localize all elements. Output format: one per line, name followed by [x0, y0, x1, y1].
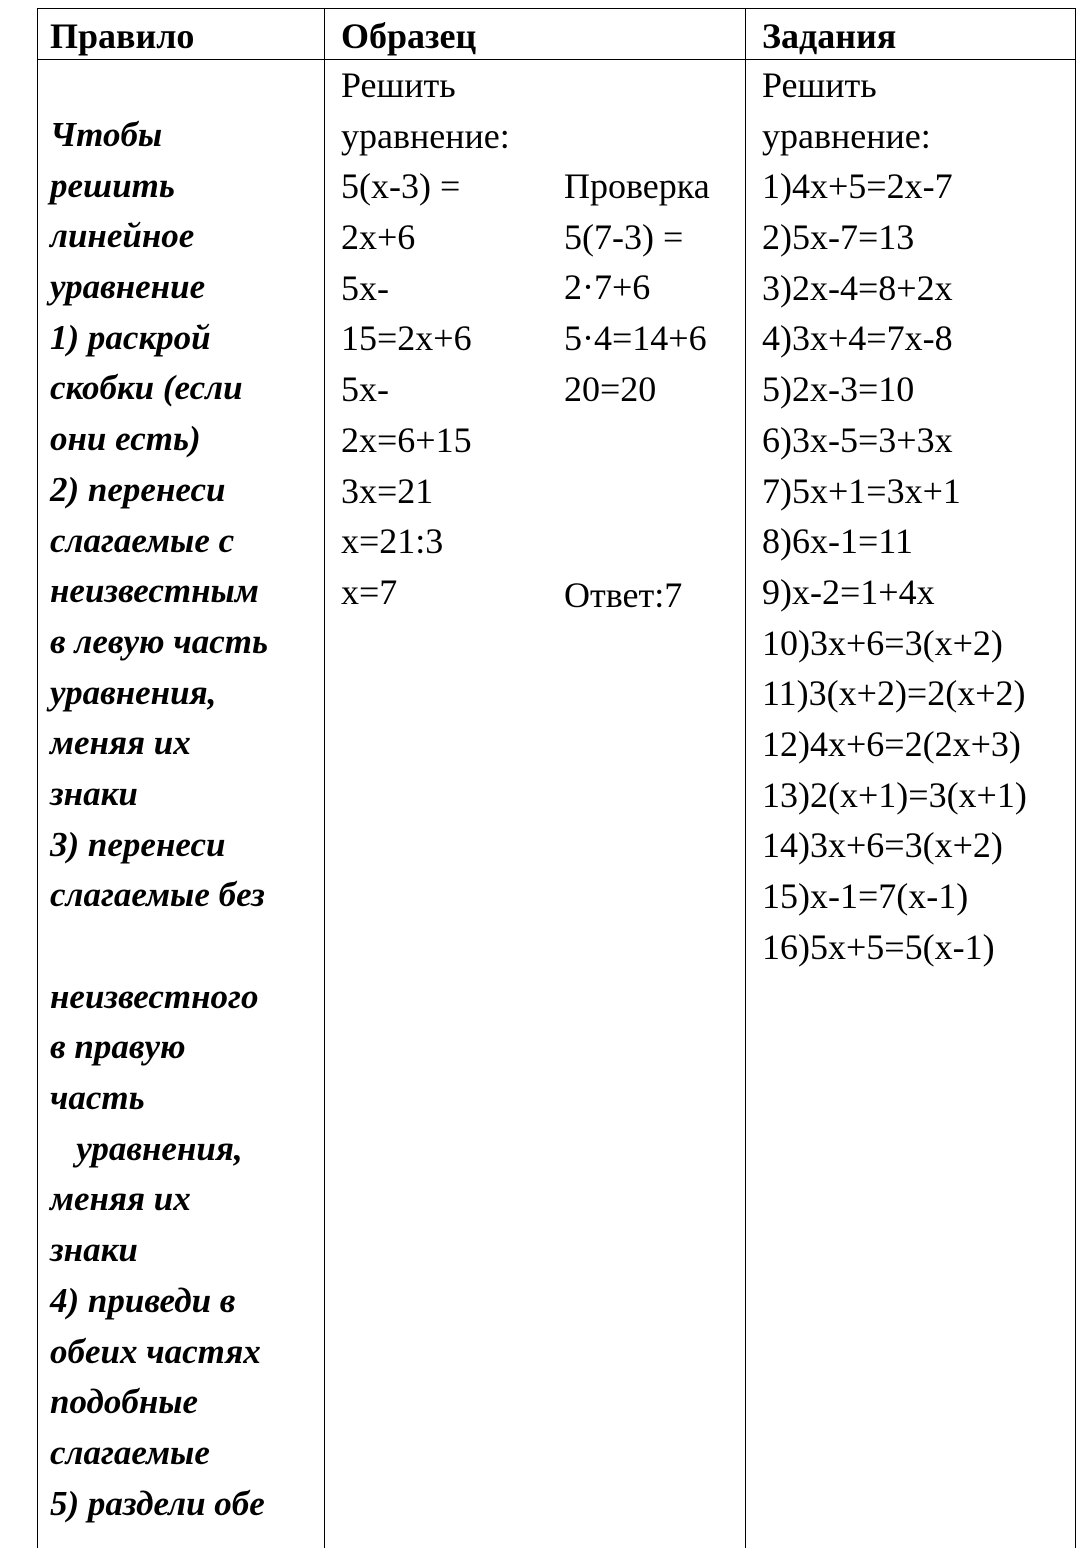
sample-line: 5x-	[341, 267, 389, 308]
rule-line: слагаемые с	[50, 520, 235, 560]
task-item: 15)x-1=7(x-1)	[762, 876, 969, 916]
rule-line: обеих частях	[50, 1331, 261, 1371]
task-item: 2)5x-7=13	[762, 217, 915, 258]
rule-line: часть	[50, 1078, 145, 1118]
rule-line: знаки	[50, 773, 138, 813]
rule-line: линейное	[50, 216, 195, 256]
rule-line: меняя их	[50, 1179, 191, 1219]
sample-line: 3x=21	[341, 470, 434, 511]
check-line: 5(7-3) =	[564, 216, 684, 257]
task-intro-line: Решить	[762, 65, 877, 105]
column-divider-2	[745, 9, 746, 1548]
task-list	[762, 60, 1027, 972]
sample-line: уравнение:	[341, 115, 510, 156]
check-line: 20=20	[564, 368, 657, 409]
rule-line: уравнения,	[50, 672, 217, 712]
sample-line: 2x+6	[341, 217, 416, 258]
rule-line: 3) перенеси	[50, 824, 226, 864]
rule-line: знаки	[50, 1230, 138, 1270]
rule-line: 4) приведи в	[50, 1280, 236, 1320]
task-item: 10)3x+6=3(x+2)	[762, 622, 1003, 663]
header-rule: Правило	[50, 16, 195, 56]
rule-line: уравнение	[50, 267, 206, 307]
rule-line	[50, 921, 268, 972]
sample-line: x=7	[341, 571, 398, 612]
sample-check	[564, 161, 710, 414]
rule-line: 2) перенеси	[50, 469, 226, 509]
rule-line: 5) раздели обе	[50, 1483, 265, 1523]
rule-line: неизвестного	[50, 976, 259, 1016]
task-intro-line: уравнение:	[762, 115, 931, 156]
task-item: 12)4x+6=2(2x+3)	[762, 723, 1021, 764]
rule-line: 1) раскрой	[50, 317, 211, 357]
sample-line: Решить	[341, 65, 456, 105]
rule-line: они есть)	[50, 419, 201, 459]
check-line: 5·4=14+6	[564, 318, 707, 359]
rule-line: неизвестным	[50, 571, 259, 611]
sample-solution	[341, 60, 510, 618]
task-item: 9)x-2=1+4x	[762, 571, 935, 612]
task-item: 5)2x-3=10	[762, 369, 915, 410]
sample-line: 15=2x+6	[341, 318, 472, 359]
rule-line: Чтобы	[50, 115, 163, 154]
header-tasks: Задания	[762, 16, 897, 56]
task-item: 14)3x+6=3(x+2)	[762, 825, 1003, 866]
rule-line: в правую	[50, 1027, 186, 1067]
task-item: 3)2x-4=8+2x	[762, 267, 953, 308]
sample-line: 2x=6+15	[341, 419, 472, 460]
rule-line: подобные	[50, 1382, 199, 1422]
task-item: 8)6x-1=11	[762, 521, 913, 562]
check-line: 2·7+6	[564, 267, 651, 308]
check-line: Проверка	[564, 166, 710, 206]
task-item: 4)3x+4=7x-8	[762, 318, 953, 359]
rule-line: слагаемые без	[50, 875, 265, 915]
task-item: 1)4x+5=2x-7	[762, 166, 953, 207]
sample-line: x=21:3	[341, 521, 444, 562]
sample-answer: Ответ:7	[564, 575, 683, 615]
rule-line: в левую часть	[50, 621, 268, 661]
header-sample: Образец	[341, 16, 477, 56]
rule-line: решить	[50, 165, 175, 205]
column-divider-1	[324, 9, 325, 1548]
sample-line: 5(x-3) =	[341, 166, 461, 207]
rule-line: скобки (если	[50, 368, 243, 408]
rule-text	[50, 110, 268, 1529]
task-item: 13)2(x+1)=3(x+1)	[762, 774, 1027, 815]
sample-line: 5x-	[341, 369, 389, 410]
task-item: 6)3x-5=3+3x	[762, 419, 953, 460]
rule-line: слагаемые	[50, 1432, 210, 1472]
rule-line: меняя их	[50, 723, 191, 763]
task-item: 11)3(x+2)=2(x+2)	[762, 673, 1026, 714]
task-item: 16)5x+5=5(x-1)	[762, 926, 995, 967]
rule-line: уравнения,	[50, 1128, 243, 1168]
task-item: 7)5x+1=3x+1	[762, 470, 961, 511]
